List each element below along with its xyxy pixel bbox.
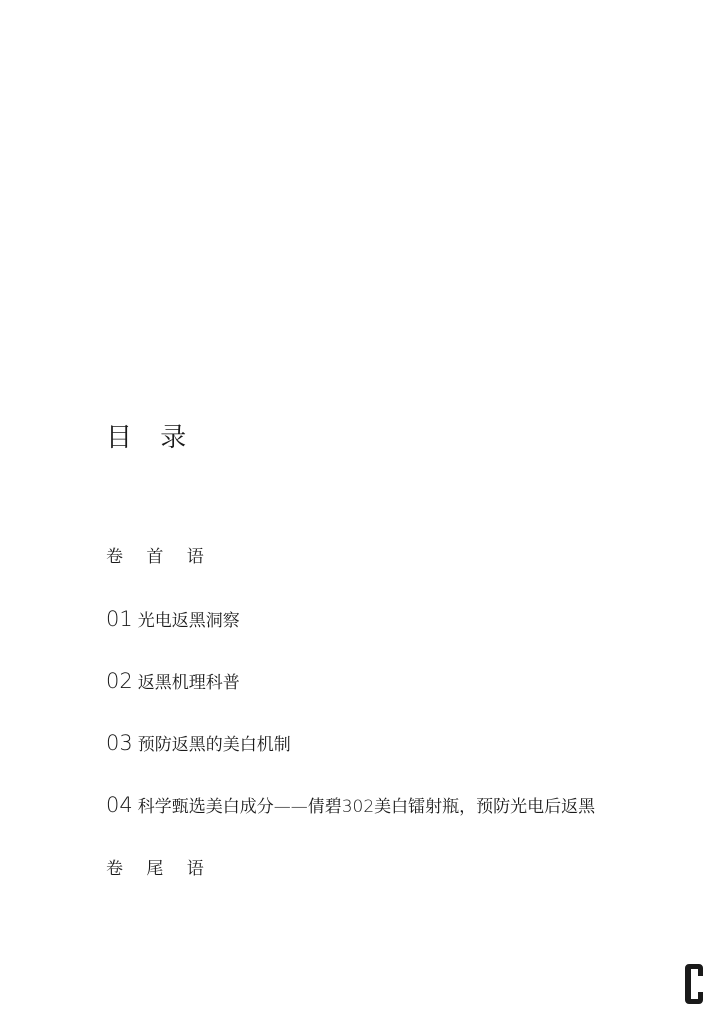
brand-logo-icon <box>684 962 704 1006</box>
toc-title: 目 录 <box>106 423 197 453</box>
toc-item-01[interactable] <box>106 606 240 631</box>
toc-item-label: 卷 尾 语 <box>106 859 213 879</box>
toc-item-label: 卷 首 语 <box>106 547 213 567</box>
toc-item-epilogue[interactable] <box>106 854 213 879</box>
toc-item-04[interactable] <box>106 792 595 817</box>
toc-item-label: 预防返黑的美白机制 <box>137 735 291 755</box>
toc-item-preface[interactable] <box>106 542 213 567</box>
toc-item-label: 科学甄选美白成分——倩碧302美白镭射瓶，预防光电后返黑 <box>137 797 596 817</box>
toc-item-number: 03 <box>106 731 133 755</box>
toc-item-03[interactable] <box>106 730 291 755</box>
toc-item-number: 02 <box>106 669 133 693</box>
toc-item-number: 01 <box>106 607 133 631</box>
toc-item-label: 返黑机理科普 <box>137 673 240 693</box>
toc-item-02[interactable] <box>106 668 240 693</box>
toc-item-number: 04 <box>106 793 133 817</box>
toc-item-label: 光电返黑洞察 <box>137 611 240 631</box>
